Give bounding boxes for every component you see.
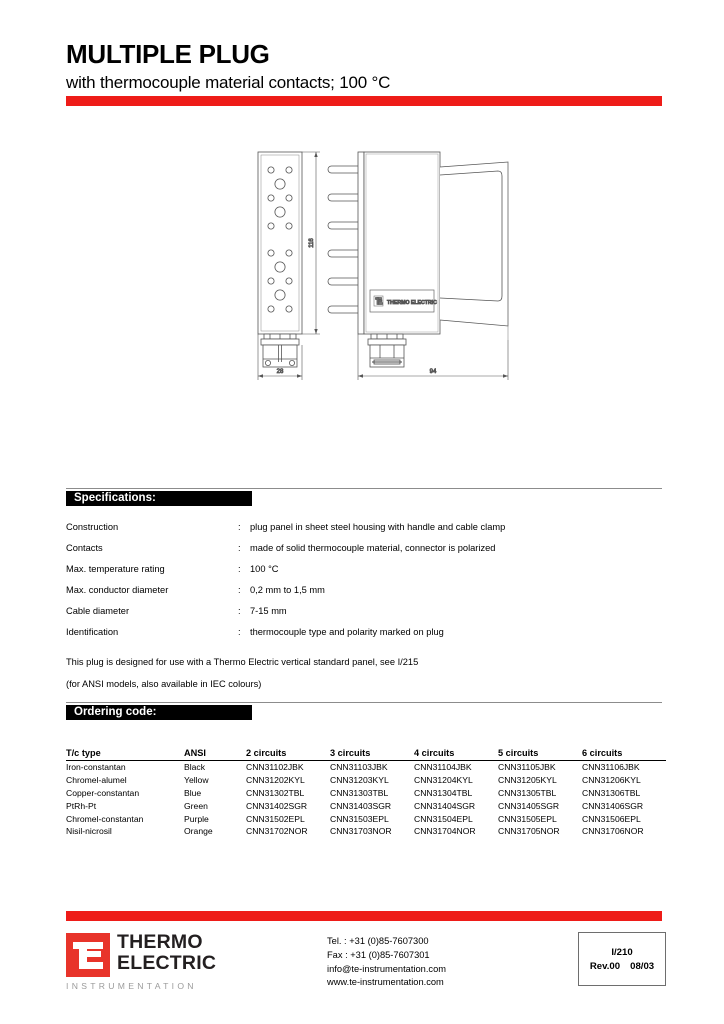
spec-key: Construction xyxy=(66,522,119,532)
cell-part-5c: CNN31505EPL xyxy=(498,813,557,824)
spec-separator: : xyxy=(238,522,241,532)
spec-value: 100 °C xyxy=(250,564,279,574)
table-header-row xyxy=(66,748,666,761)
table-row xyxy=(66,761,666,774)
nameplate xyxy=(370,290,437,312)
te-logo-icon xyxy=(66,933,110,977)
cell-tc-type: Iron-constantan xyxy=(66,762,126,773)
header-accent-bar xyxy=(66,96,662,106)
column-header-type: T/c type xyxy=(66,748,184,761)
contact-tel: Tel. : +31 (0)85-7607300 xyxy=(327,936,429,946)
cell-part-5c: CNN31305TBL xyxy=(498,787,557,798)
cell-part-5c: CNN31705NOR xyxy=(498,826,560,837)
spec-row xyxy=(66,522,662,543)
cell-part-2c: CNN31502EPL xyxy=(246,813,305,824)
cell-part-6c: CNN31506EPL xyxy=(582,813,641,824)
company-logo xyxy=(66,933,216,991)
cell-ansi: Orange xyxy=(184,826,213,837)
cell-ansi: Black xyxy=(184,762,206,773)
spec-row xyxy=(66,606,662,627)
cell-part-4c: CNN31404SGR xyxy=(414,800,476,811)
dimension-94-label: 94 xyxy=(429,369,437,375)
drawing-svg xyxy=(240,140,540,400)
revision-line xyxy=(590,961,654,972)
column-header-5c: 5 circuits xyxy=(498,748,582,761)
spec-key: Identification xyxy=(66,627,119,637)
cell-part-4c: CNN31104JBK xyxy=(414,762,472,773)
spec-value: made of solid thermocouple material, connector is polarized xyxy=(250,543,496,553)
spec-separator: : xyxy=(238,606,241,616)
spec-value: 0,2 mm to 1,5 mm xyxy=(250,585,325,595)
spec-row xyxy=(66,564,662,585)
revision-box xyxy=(578,932,666,986)
contact-fax: Fax : +31 (0)85-7607301 xyxy=(327,949,430,960)
contact-email[interactable]: info@te-instrumentation.com xyxy=(327,963,446,974)
spec-key: Max. conductor diameter xyxy=(66,585,169,595)
column-header-6c: 6 circuits xyxy=(582,748,666,761)
cell-part-3c: CNN31203KYL xyxy=(330,775,389,786)
document-number: I/210 xyxy=(611,946,633,958)
cell-part-3c: CNN31703NOR xyxy=(330,826,392,837)
spec-value: plug panel in sheet steel housing with handle and cable clamp xyxy=(250,522,506,532)
handle xyxy=(440,162,508,340)
cell-part-2c: CNN31702NOR xyxy=(246,826,308,837)
cell-part-2c: CNN31302TBL xyxy=(246,787,305,798)
column-header-3c: 3 circuits xyxy=(330,748,414,761)
spec-key: Max. temperature rating xyxy=(66,564,165,574)
spec-row xyxy=(66,543,662,564)
footer-accent-bar xyxy=(66,911,662,921)
specifications-heading: Specifications: xyxy=(74,492,156,504)
cell-part-2c: CNN31402SGR xyxy=(246,800,308,811)
cell-part-6c: CNN31106JBK xyxy=(582,762,640,773)
spec-separator: : xyxy=(238,585,241,595)
column-header-2c: 2 circuits xyxy=(246,748,330,761)
cell-part-4c: CNN31704NOR xyxy=(414,826,476,837)
spec-separator: : xyxy=(238,627,241,637)
technical-drawing xyxy=(240,140,540,400)
cell-part-3c: CNN31303TBL xyxy=(330,787,389,798)
cell-ansi: Yellow xyxy=(184,775,209,786)
contact-pins xyxy=(328,166,362,313)
nameplate-text: THERMO ELECTRIC xyxy=(387,300,437,306)
cell-ansi: Green xyxy=(184,800,208,811)
spec-row xyxy=(66,627,662,648)
cell-tc-type: Nisil-nicrosil xyxy=(66,826,112,837)
revision-number: Rev.00 xyxy=(589,960,621,972)
logo-word-electric: ELECTRIC xyxy=(117,952,217,975)
cell-part-6c: CNN31306TBL xyxy=(582,787,641,798)
ordering-table xyxy=(66,748,666,838)
table-row xyxy=(66,799,666,812)
cell-part-5c: CNN31205KYL xyxy=(498,775,557,786)
cell-part-4c: CNN31204KYL xyxy=(414,775,473,786)
spec-separator: : xyxy=(238,564,241,574)
spec-value: thermocouple type and polarity marked on plug xyxy=(250,627,444,637)
page-title: MULTIPLE PLUG xyxy=(66,39,270,69)
column-header-4c: 4 circuits xyxy=(414,748,498,761)
cell-part-3c: CNN31103JBK xyxy=(330,762,388,773)
cell-part-2c: CNN31102JBK xyxy=(246,762,304,773)
logo-subtitle: INSTRUMENTATION xyxy=(66,981,197,991)
specifications-section-header xyxy=(66,488,662,506)
spec-key: Contacts xyxy=(66,543,103,553)
spec-note-iec: (for ANSI models, also available in IEC colours) xyxy=(66,679,262,689)
ordering-heading: Ordering code: xyxy=(74,706,157,718)
table-row xyxy=(66,812,666,825)
cell-tc-type: Chromel-alumel xyxy=(66,775,127,786)
cell-part-3c: CNN31403SGR xyxy=(330,800,392,811)
dimension-116-label: 116 xyxy=(309,238,315,248)
cell-part-5c: CNN31105JBK xyxy=(498,762,556,773)
ordering-table-wrap xyxy=(66,748,666,838)
cell-tc-type: Chromel-constantan xyxy=(66,813,144,824)
spec-key: Cable diameter xyxy=(66,606,130,616)
cable-clamp-front xyxy=(261,334,299,367)
cell-ansi: Purple xyxy=(184,813,209,824)
ordering-section-header xyxy=(66,702,662,720)
front-view xyxy=(258,152,302,367)
specifications-list xyxy=(66,522,662,695)
logo-word-thermo: THERMO xyxy=(117,931,203,953)
table-row xyxy=(66,825,666,838)
page-footer xyxy=(0,925,724,1015)
cell-part-6c: CNN31406SGR xyxy=(582,800,644,811)
table-row xyxy=(66,774,666,787)
spec-note-panel: This plug is designed for use with a Thermo Electric vertical standard panel, see I/215 xyxy=(66,657,419,667)
spec-value: 7-15 mm xyxy=(250,606,287,616)
cell-part-4c: CNN31304TBL xyxy=(414,787,473,798)
revision-date: 08/03 xyxy=(630,960,655,972)
cell-tc-type: Copper-constantan xyxy=(66,787,140,798)
page-subtitle: with thermocouple material contacts; 100 °C xyxy=(66,73,391,93)
contact-block xyxy=(327,935,446,990)
cell-part-6c: CNN31706NOR xyxy=(582,826,644,837)
page-header xyxy=(66,40,662,93)
cell-part-6c: CNN31206KYL xyxy=(582,775,641,786)
cell-part-4c: CNN31504EPL xyxy=(414,813,473,824)
contact-web[interactable]: www.te-instrumentation.com xyxy=(327,977,444,988)
spec-row xyxy=(66,585,662,606)
cell-tc-type: PtRh-Pt xyxy=(66,800,97,811)
side-view xyxy=(328,152,508,367)
cell-ansi: Blue xyxy=(184,787,202,798)
cell-part-2c: CNN31202KYL xyxy=(246,775,305,786)
cable-clamp-side xyxy=(368,334,406,367)
cell-part-3c: CNN31503EPL xyxy=(330,813,389,824)
dimension-28-label: 28 xyxy=(276,369,284,375)
table-row xyxy=(66,787,666,800)
cell-part-5c: CNN31405SGR xyxy=(498,800,560,811)
spec-separator: : xyxy=(238,543,241,553)
column-header-ansi: ANSI xyxy=(184,748,246,761)
